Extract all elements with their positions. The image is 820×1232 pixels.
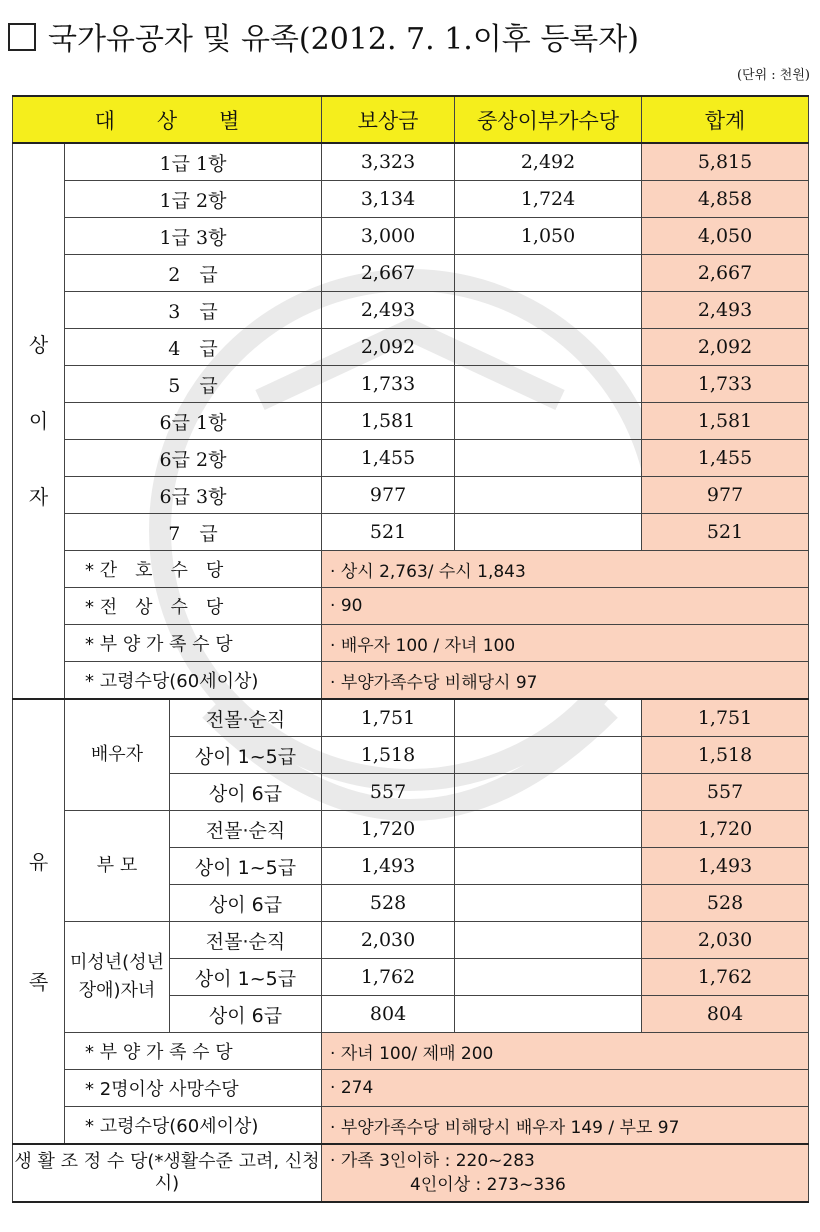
table-row — [13, 329, 809, 366]
grade-cell: 1급 1항 — [65, 143, 322, 181]
page-title: 국가유공자 및 유족(2012. 7. 1.이후 등록자) — [8, 14, 639, 58]
grade-cell: 1급 2항 — [65, 181, 322, 218]
total-cell: 2,030 — [642, 922, 809, 959]
total-cell: 4,858 — [642, 181, 809, 218]
severe-allowance-cell — [455, 292, 642, 329]
total-cell: 1,455 — [642, 440, 809, 477]
table-row — [13, 477, 809, 514]
type-cell: 상이 1~5급 — [170, 737, 322, 774]
note-item: * 부 양 가 족 수 당 — [65, 625, 322, 662]
table-body — [13, 143, 809, 1202]
type-cell: 상이 1~5급 — [170, 959, 322, 996]
compensation-cell: 2,667 — [322, 255, 455, 292]
compensation-cell: 1,751 — [322, 699, 455, 737]
total-cell: 1,581 — [642, 403, 809, 440]
type-cell: 상이 6급 — [170, 885, 322, 922]
total-cell: 1,733 — [642, 366, 809, 403]
severe-allowance-cell: 2,492 — [455, 143, 642, 181]
compensation-cell: 2,493 — [322, 292, 455, 329]
severe-allowance-cell — [455, 403, 642, 440]
injured-label — [13, 143, 65, 699]
note-row — [13, 662, 809, 700]
note-text: · 자녀 100/ 제매 200 — [322, 1033, 809, 1070]
relation-label: 자녀 — [120, 980, 156, 1001]
compensation-cell: 3,000 — [322, 218, 455, 255]
note-item: * 고령수당(60세이상) — [65, 662, 322, 700]
total-cell: 2,667 — [642, 255, 809, 292]
compensation-cell: 521 — [322, 514, 455, 551]
table-row — [13, 699, 809, 737]
note-row — [13, 625, 809, 662]
table-row — [13, 922, 809, 959]
severe-allowance-cell — [455, 959, 642, 996]
severe-allowance-cell — [455, 440, 642, 477]
grade-cell: 3 급 — [65, 292, 322, 329]
grade-cell: 2 급 — [65, 255, 322, 292]
total-cell: 5,815 — [642, 143, 809, 181]
header-severe-allowance: 중상이부가수당 — [455, 96, 642, 143]
total-cell: 804 — [642, 996, 809, 1033]
living-allowance-label-line: (*생활수준 고려, 신청시) — [147, 1151, 320, 1194]
type-cell: 전몰·순직 — [170, 811, 322, 848]
total-cell: 1,493 — [642, 848, 809, 885]
severe-allowance-cell: 1,724 — [455, 181, 642, 218]
severe-allowance-cell — [455, 329, 642, 366]
compensation-cell: 2,092 — [322, 329, 455, 366]
compensation-cell: 3,134 — [322, 181, 455, 218]
note-text: · 부양가족수당 비해당시 배우자 149 / 부모 97 — [322, 1107, 809, 1145]
note-text: · 274 — [322, 1070, 809, 1107]
relation-label: 미성년 — [70, 952, 123, 973]
table-row — [13, 403, 809, 440]
compensation-cell: 1,455 — [322, 440, 455, 477]
header-row — [13, 96, 809, 143]
compensation-cell: 3,323 — [322, 143, 455, 181]
table-row — [13, 218, 809, 255]
grade-cell: 6급 2항 — [65, 440, 322, 477]
note-item: * 부 양 가 족 수 당 — [65, 1033, 322, 1070]
living-allowance-label-line: 생 활 조 정 수 당 — [14, 1151, 148, 1172]
severe-allowance-cell — [455, 811, 642, 848]
living-allowance-line: · 가족 3인이하 : 220~283 — [330, 1151, 535, 1171]
compensation-cell: 977 — [322, 477, 455, 514]
compensation-cell: 1,733 — [322, 366, 455, 403]
total-cell: 528 — [642, 885, 809, 922]
relation-label: 배우자 — [90, 744, 144, 765]
type-cell: 전몰·순직 — [170, 922, 322, 959]
note-row — [13, 1033, 809, 1070]
compensation-cell: 2,030 — [322, 922, 455, 959]
severe-allowance-cell — [455, 996, 642, 1033]
bereaved-label — [13, 699, 65, 1144]
total-cell: 2,092 — [642, 329, 809, 366]
relation-label: 부 모 — [96, 855, 138, 876]
type-cell: 전몰·순직 — [170, 699, 322, 737]
compensation-cell: 1,720 — [322, 811, 455, 848]
severe-allowance-cell — [455, 885, 642, 922]
living-allowance-line: 4인이상 : 273~336 — [410, 1175, 566, 1195]
compensation-cell: 1,518 — [322, 737, 455, 774]
total-cell: 521 — [642, 514, 809, 551]
header-total: 합계 — [642, 96, 809, 143]
injured-label-char: 이 — [28, 409, 49, 433]
note-row — [13, 588, 809, 625]
injured-label-char: 상 — [28, 333, 49, 357]
type-cell: 상이 6급 — [170, 774, 322, 811]
table-row — [13, 255, 809, 292]
severe-allowance-cell — [455, 737, 642, 774]
severe-allowance-cell — [455, 366, 642, 403]
severe-allowance-cell: 1,050 — [455, 218, 642, 255]
table-row — [13, 292, 809, 329]
relation-cell — [65, 811, 170, 922]
living-allowance-note — [322, 1144, 809, 1202]
table-row — [13, 143, 809, 181]
total-cell: 1,518 — [642, 737, 809, 774]
total-cell: 557 — [642, 774, 809, 811]
note-text: · 90 — [322, 588, 809, 625]
note-text: · 부양가족수당 비해당시 97 — [322, 662, 809, 700]
note-text: · 배우자 100 / 자녀 100 — [322, 625, 809, 662]
compensation-cell: 1,493 — [322, 848, 455, 885]
checkbox-square-icon — [8, 23, 36, 51]
bereaved-label-char: 유 — [28, 849, 49, 874]
severe-allowance-cell — [455, 255, 642, 292]
grade-cell: 1급 3항 — [65, 218, 322, 255]
severe-allowance-cell — [455, 477, 642, 514]
table-row — [13, 181, 809, 218]
severe-allowance-cell — [455, 514, 642, 551]
total-cell: 1,762 — [642, 959, 809, 996]
bereaved-label-char: 족 — [28, 969, 49, 994]
note-row — [13, 551, 809, 588]
header-target: 대 상 별 — [13, 96, 322, 143]
unit-label: (단위 : 천원) — [736, 68, 810, 83]
relation-cell — [65, 699, 170, 811]
header-compensation: 보상금 — [322, 96, 455, 143]
total-cell: 977 — [642, 477, 809, 514]
total-cell: 1,720 — [642, 811, 809, 848]
relation-label: (성년장애) — [78, 952, 164, 1001]
severe-allowance-cell — [455, 774, 642, 811]
severe-allowance-cell — [455, 922, 642, 959]
grade-cell: 6급 3항 — [65, 477, 322, 514]
note-item: * 간 호 수 당 — [65, 551, 322, 588]
note-text: · 상시 2,763/ 수시 1,843 — [322, 551, 809, 588]
note-item: * 2명이상 사망수당 — [65, 1070, 322, 1107]
grade-cell: 6급 1항 — [65, 403, 322, 440]
compensation-cell: 528 — [322, 885, 455, 922]
total-cell: 2,493 — [642, 292, 809, 329]
compensation-cell: 804 — [322, 996, 455, 1033]
severe-allowance-cell — [455, 848, 642, 885]
note-item: * 전 상 수 당 — [65, 588, 322, 625]
injured-label-char: 자 — [28, 485, 49, 509]
note-item: * 고령수당(60세이상) — [65, 1107, 322, 1145]
type-cell: 상이 1~5급 — [170, 848, 322, 885]
relation-cell — [65, 922, 170, 1033]
compensation-cell: 557 — [322, 774, 455, 811]
table-row — [13, 440, 809, 477]
grade-cell: 7 급 — [65, 514, 322, 551]
severe-allowance-cell — [455, 699, 642, 737]
type-cell: 상이 6급 — [170, 996, 322, 1033]
total-cell: 1,751 — [642, 699, 809, 737]
table-row — [13, 514, 809, 551]
table-row — [13, 811, 809, 848]
living-allowance-row — [13, 1144, 809, 1202]
total-cell: 4,050 — [642, 218, 809, 255]
grade-cell: 5 급 — [65, 366, 322, 403]
compensation-cell: 1,762 — [322, 959, 455, 996]
compensation-table — [12, 95, 809, 1203]
grade-cell: 4 급 — [65, 329, 322, 366]
note-row — [13, 1107, 809, 1145]
living-allowance-label — [13, 1144, 322, 1202]
table-row — [13, 366, 809, 403]
compensation-cell: 1,581 — [322, 403, 455, 440]
note-row — [13, 1070, 809, 1107]
